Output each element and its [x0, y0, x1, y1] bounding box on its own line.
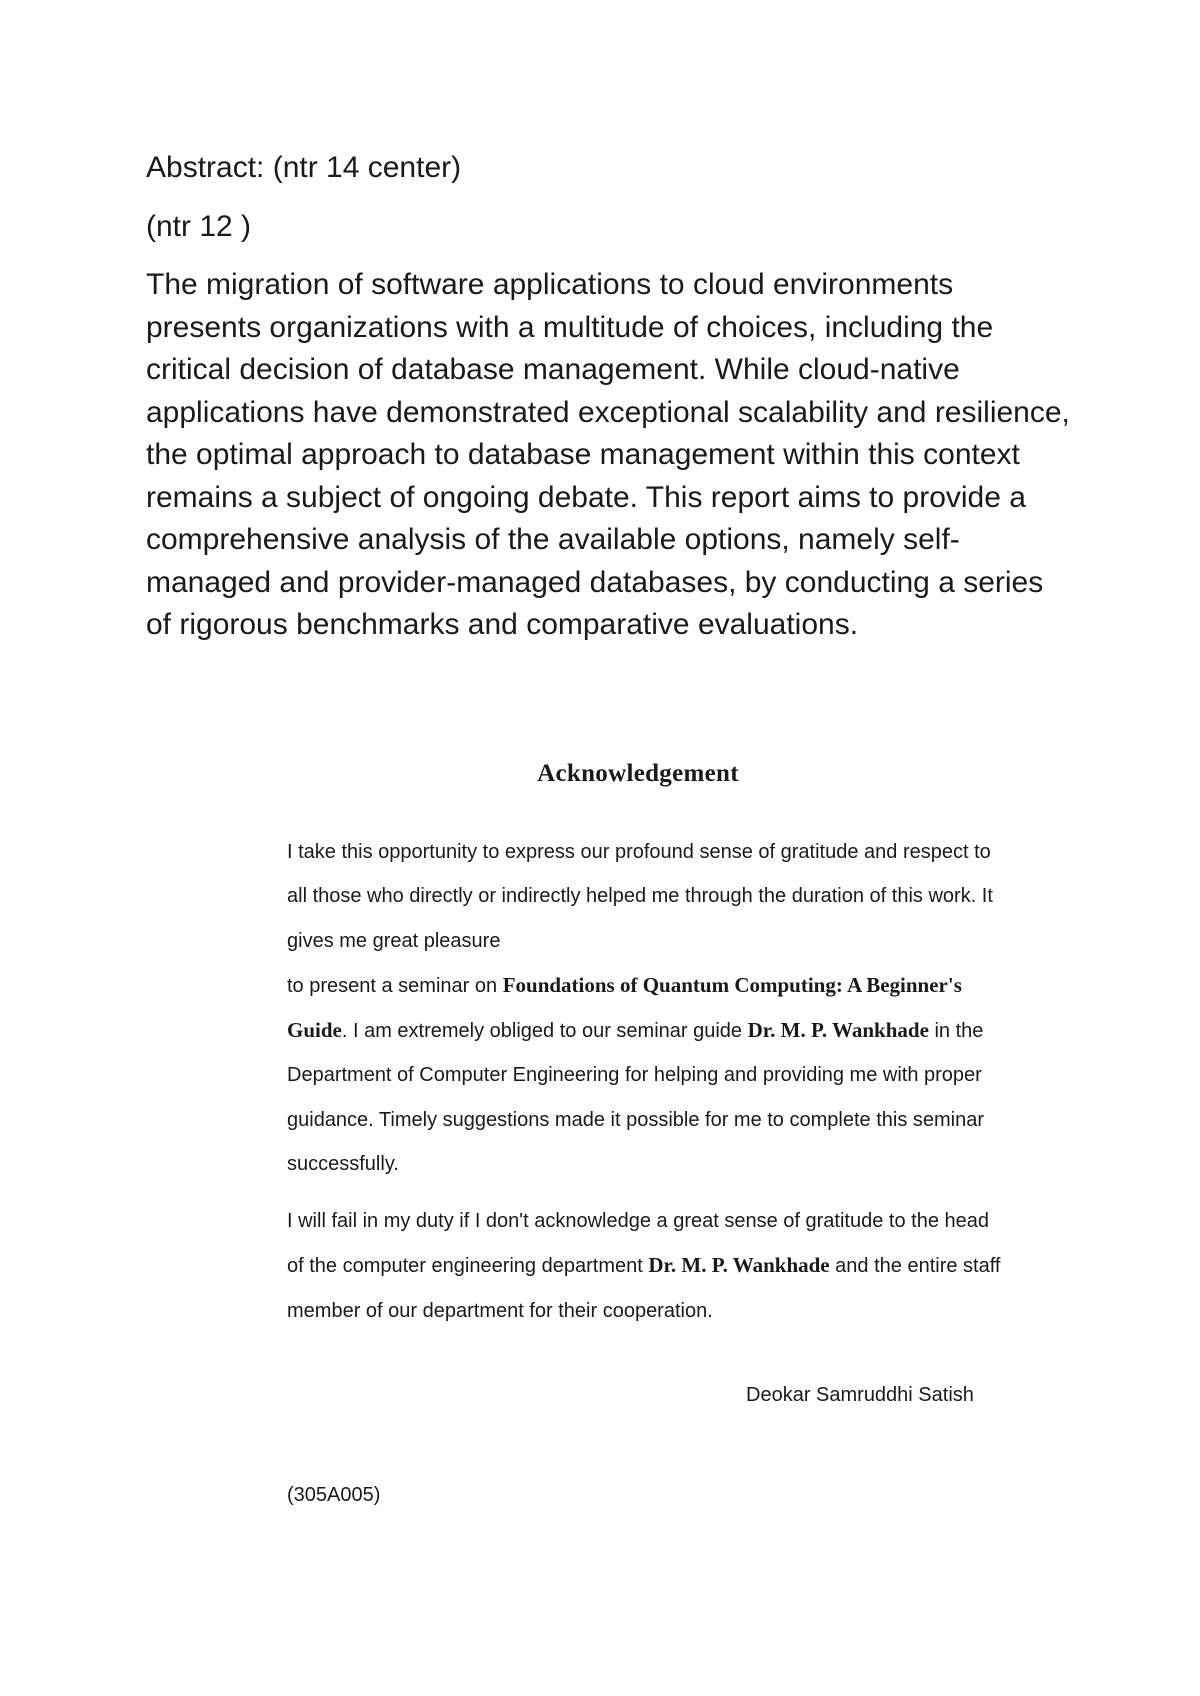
acknowledgement-paragraph-2 [287, 1199, 1007, 1333]
abstract-body: The migration of software applications to cloud environments presents organizations with a multitude of choices, including the critical decision of database management. While cloud-native applications have demonstrated exceptional scalability and resilience, the optimal approach to database management within this context remains a subject of ongoing debate. This report aims to provide a comprehensive analysis of the available options, namely self-managed and provider-managed databases, by conducting a series of rigorous benchmarks and comparative evaluations. [146, 268, 1070, 641]
ack-p2-closing: and the entire staff member of our department for their cooperation. [287, 1255, 1001, 1322]
acknowledgement-paragraph-1 [287, 830, 1007, 1186]
hod-name: Dr. M. P. Wankhade [648, 1253, 830, 1278]
abstract-heading: Abstract: (ntr 14 center) [146, 151, 462, 184]
ack-p2-text: I will fail in my duty if I don't acknowledge a great sense of gratitude to the head of the computer engineering department [287, 1210, 990, 1278]
roll-number: (305A005) [287, 1484, 381, 1506]
ack-p1-intro: I take this opportunity to express our profound sense of gratitude and respect to all those who directly or indirectly helped me through the duration of this work. It gives me great pleasure [287, 841, 993, 952]
acknowledgement-title: Acknowledgement [537, 760, 739, 787]
ack-p1-seminar-prefix: to present a seminar on [287, 974, 503, 997]
ack-p1-closing: in the Department of Computer Engineering for helping and providing me with proper guidance. Timely suggestions made it possible for me to complete this seminar successfully. [287, 1020, 985, 1176]
signature-name: Deokar Samruddhi Satish [746, 1384, 974, 1406]
abstract-format-note: (ntr 12 ) [146, 210, 252, 243]
seminar-guide-name: Dr. M. P. Wankhade [747, 1018, 929, 1043]
seminar-title: Foundations of Quantum Computing: A Beginner's Guide [287, 972, 962, 1043]
ack-p1-guide-prefix: . I am extremely obliged to our seminar guide [341, 1020, 748, 1043]
